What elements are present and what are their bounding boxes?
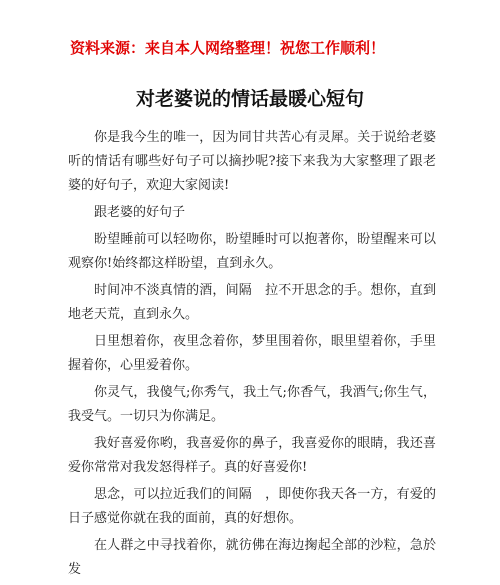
paragraph: 日里想着你，夜里念着你，梦里围着你，眼里望着你，手里握着你，心里爱着你。 — [68, 334, 436, 373]
paragraph-intro: 你是我今生的唯一，因为同甘共苦心有灵犀。关于说给老婆听的情话有哪些好句子可以摘抄呢?接下来我为大家整理了跟老婆的好句子，欢迎大家阅读! — [68, 130, 436, 193]
paragraph: 我好喜爱你哟，我喜爱你的鼻子，我喜爱你的眼睛，我还喜爱你常常对我发怒得样子。真的好喜爱你! — [68, 436, 436, 475]
paragraph: 盼望睡前可以轻吻你，盼望睡时可以抱著你，盼望醒来可以观察你!始终都这样盼望，直到永久。 — [68, 232, 436, 271]
page-title: 对老婆说的情话最暖心短句 — [135, 88, 364, 110]
source-notice: 资料来源：来自本人网络整理！祝您工作顺利！ — [70, 39, 386, 57]
paragraph: 在人群之中寻找着你，就彷佛在海边掬起全部的沙粒，急於发 — [68, 538, 436, 577]
paragraph: 思念，可以拉近我们的间隔 ，即使你我天各一方，有爱的日子感觉你就在我的面前，真的好想你。 — [68, 487, 436, 526]
paragraph: 时间冲不淡真情的酒，间隔 拉不开思念的手。想你，直到地老天荒，直到永久。 — [68, 283, 436, 322]
paragraph-subheading: 跟老婆的好句子 — [94, 205, 186, 220]
body-text — [68, 126, 436, 585]
paragraph: 你灵气，我傻气;你秀气，我土气;你香气，我酒气;你生气，我受气。一切只为你满足。 — [68, 385, 436, 424]
